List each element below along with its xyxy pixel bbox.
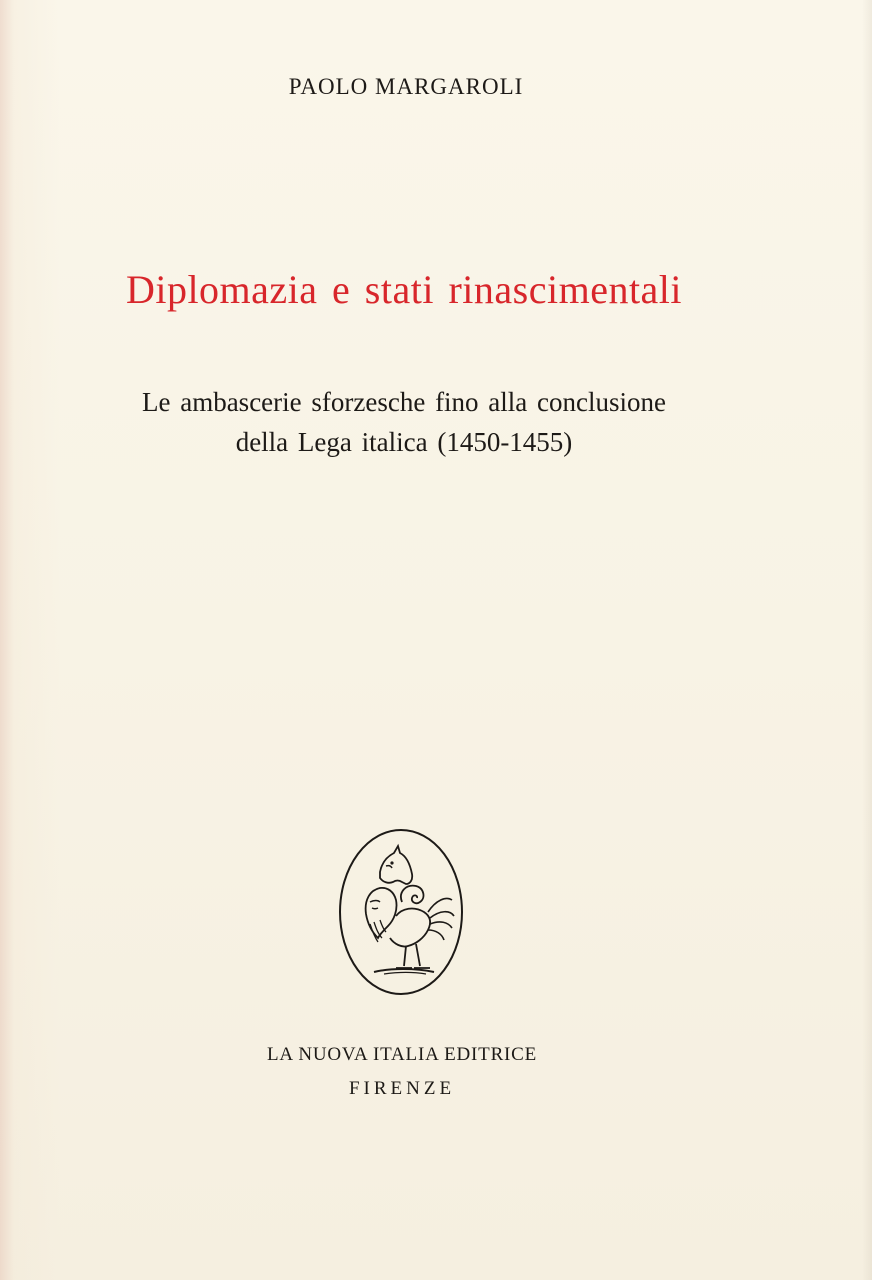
publisher-emblem-icon xyxy=(336,826,466,998)
publisher-name: LA NUOVA ITALIA EDITRICE xyxy=(266,1044,538,1065)
publisher-city: FIRENZE xyxy=(348,1078,456,1099)
book-subtitle xyxy=(0,382,808,462)
book-title: Diplomazia e stati rinascimentali xyxy=(125,267,683,312)
subtitle-line-1: Le ambascerie sforzesche fino alla conclusione xyxy=(141,387,666,417)
author-name: PAOLO MARGAROLI xyxy=(288,74,524,99)
subtitle-line-2: della Lega italica (1450-1455) xyxy=(235,427,573,457)
